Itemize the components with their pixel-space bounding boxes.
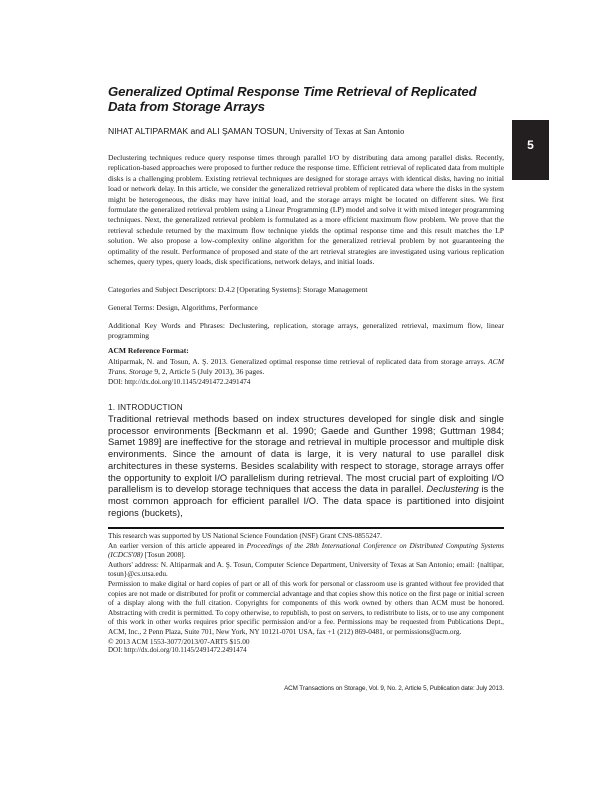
running-footer: ACM Transactions on Storage, Vol. 9, No. 2, Article 5, Publication date: July 2013. [284, 685, 504, 692]
intro-text: Traditional retrieval methods based on index structures developed for single disk and single processor environments [Beckmann et al. 1990; Gaede and Gunther 1998; Guttman 1984; Samet 1989] are ineffective for the storage and retrieval in multiple processor and multiple disk environments. Since the amount of data is large, it is very natural to use parallel disk architectures in these systems. Besides scalability with respect to storage, storage arrays offer the opportunity to exploit I/O parallelism during retrieval. The most crucial part of exploiting I/O parallelism is to develop storage techniques that access the data in parallel. [108, 414, 504, 495]
section-heading-introduction: 1. INTRODUCTION [108, 403, 183, 412]
abstract [108, 153, 504, 267]
intro-text-cont: is the most common approach for efficient parallel I/O. The data space is partitioned into disjoint regions (buckets), [108, 484, 504, 518]
keywords: Additional Key Words and Phrases: Declustering, replication, storage arrays, generalized retrieval, maximum flow, linear programming [108, 321, 504, 341]
acm-reference-citation [108, 357, 504, 378]
general-terms: General Terms: Design, Algorithms, Performance [108, 303, 258, 312]
abstract-text: Declustering techniques reduce query response times through parallel I/O by distributing data among parallel disks. Recently, replication-based approaches were proposed to further reduce the response time. Efficient retrieval of replicated data from multiple disks is a challenging problem. Existing retrieval techniques are designed for storage arrays with identical disks, having no initial load or network delay. In this article, we consider the generalized retrieval problem of replicated data where the disks in the system might be heterogeneous, the disks may have initial load, and the storage arrays might be located on different sites. We first formulate the generalized retrieval problem using a Linear Programming (LP) model and solve it with mixed integer programming techniques. Next, the generalized retrieval problem is formulated as a more efficient maximum flow problem. We prove that the retrieval schedule returned by the maximum flow technique yields the optimal response time and this result matches the LP solution. We also propose a low-complexity online algorithm for the generalized retrieval problem by not guaranteeing the optimality of the result. Performance of proposed and state of the art retrieval strategies are investigated using various replication schemes, query types, query loads, disk specifications, network delays, and initial loads. [108, 153, 504, 267]
intro-emphasis: Declustering [426, 484, 479, 495]
paper-title: Generalized Optimal Response Time Retrieval of Replicated Data from Storage Arrays [108, 84, 477, 114]
author-names: NIHAT ALTIPARMAK and ALI ŞAMAN TOSUN, [108, 126, 288, 136]
article-number-tab [512, 120, 549, 180]
doi-link[interactable]: DOI: http://dx.doi.org/10.1145/2491472.2491474 [108, 378, 251, 386]
acm-reference-heading: ACM Reference Format: [108, 346, 189, 355]
authors-address: Authors' address: N. Altiparmak and A. Ş. Tosun, Computer Science Department, University of Texas at San Antonio; email: {naltipar, tosun}@cs.utsa.edu. [108, 559, 504, 579]
earlier-venue: Proceedings of the 28th International Conference on Distributed Computing Systems (ICDCS'08) [108, 540, 504, 560]
citation-text: Altiparmak, N. and Tosun, A. Ş. 2013. Generalized optimal response time retrieval of replicated data from storage arrays. [108, 357, 489, 366]
categories-descriptors: Categories and Subject Descriptors: D.4.2 [Operating Systems]: Storage Management [108, 285, 368, 294]
permission-notice: Permission to make digital or hard copies of part or all of this work for personal or classroom use is granted without fee provided that copies are not made or distributed for profit or commercial advantage and that copies show this notice on the first page or initial screen of a display along with the full citation. Copyrights for components of this work owned by others than ACM must be honored. Abstracting with credit is permitted. To copy otherwise, to republish, to post on servers, to redistribute to lists, or to use any component of this work in other works requires prior specific permission and/or a fee. Permissions may be requested from Publications Dept., ACM, Inc., 2 Penn Plaza, Suite 701, New York, NY 10121-0701 USA, fax +1 (212) 869-0481, or permissions@acm.org. [108, 578, 504, 636]
citation-details: 9, 2, Article 5 (July 2013), 36 pages. [152, 367, 265, 377]
earlier-version-note [108, 541, 504, 560]
footnotes [108, 531, 504, 656]
author-line [108, 126, 528, 137]
funding-note: This research was supported by US National Science Foundation (NSF) Grant CNS-0855247. [108, 531, 382, 540]
citation-journal: ACM Trans. Storage [108, 357, 504, 377]
introduction-paragraph [108, 414, 504, 519]
earlier-cite: [Tosun 2008]. [142, 550, 186, 560]
copyright-line: © 2013 ACM 1553-3077/2013/07-ART5 $15.00 [108, 636, 250, 646]
article-number: 5 [527, 138, 534, 152]
earlier-text: An earlier version of this article appeared in [108, 540, 247, 550]
author-affiliation: University of Texas at San Antonio [287, 127, 405, 136]
footnote-divider [108, 527, 504, 529]
footnote-doi[interactable]: DOI: http://dx.doi.org/10.1145/2491472.2491474 [108, 646, 247, 655]
